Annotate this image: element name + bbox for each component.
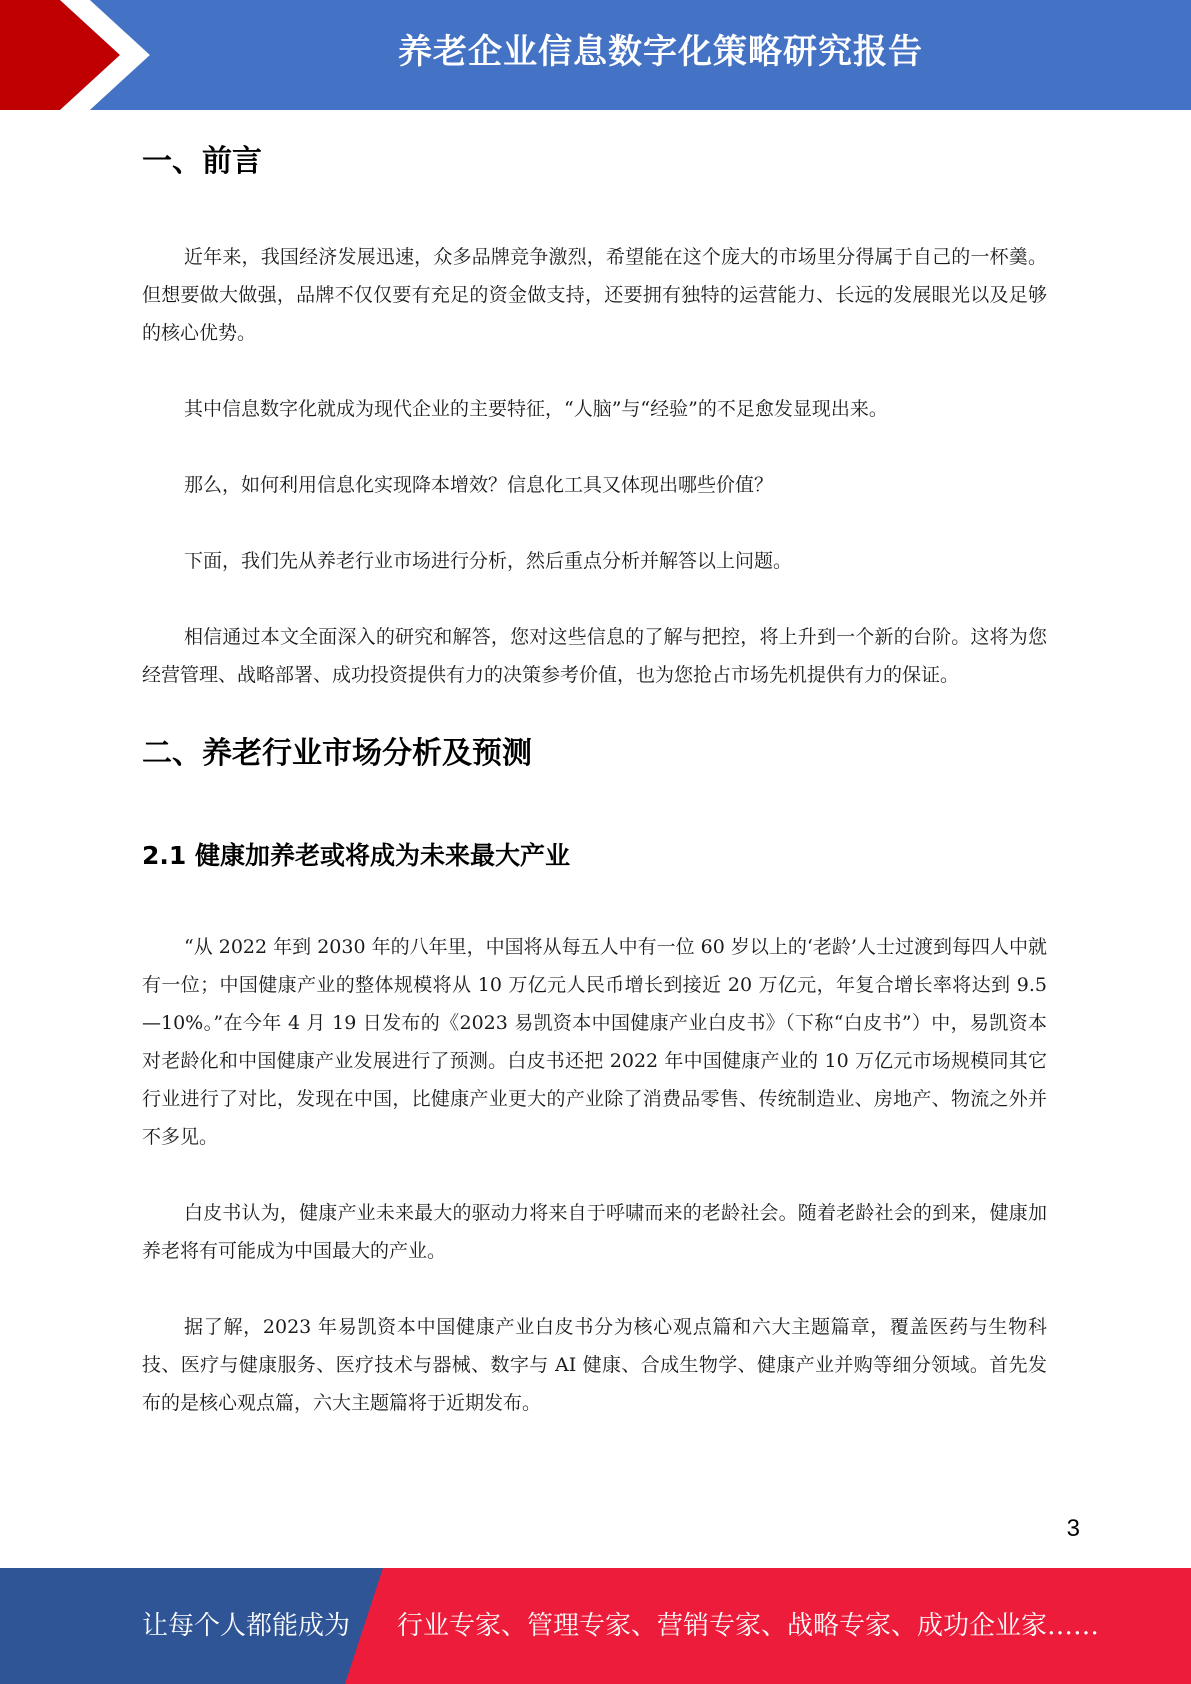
- paragraph: 下面，我们先从养老行业市场进行分析，然后重点分析并解答以上问题。: [184, 550, 793, 572]
- page-content: [142, 138, 1047, 1422]
- paragraph: 近年来，我国经济发展迅速，众多品牌竞争激烈，希望能在这个庞大的市场里分得属于自己的一杯羹。但想要做大做强，品牌不仅仅要有充足的资金做支持，还要拥有独特的运营能力、长远的发展眼光以及足够的核心优势。: [142, 246, 1047, 344]
- paragraph: “从 2022 年到 2030 年的八年里，中国将从每五人中有一位 60 岁以上的‘老龄’人士过渡到每四人中就有一位；中国健康产业的整体规模将从 10 万亿元人民币增长到接近 20 万亿元，年复合增长率将达到 9.5—10%。”在今年 4 月 19 日发布的《2023 易凯资本中国健康产业白皮书》（下称“白皮书”）中，易凯资本对老龄化和中国健康产业发展进行了预测。白皮书还把 2022 年中国健康产业的 10 万亿元市场规模同其它行业进行了对比，发现在中国，比健康产业更大的产业除了消费品零售、传统制造业、房地产、物流之外并不多见。: [142, 936, 1047, 1148]
- page-number: 3: [1066, 1515, 1080, 1542]
- paragraph: 白皮书认为，健康产业未来最大的驱动力将来自于呼啸而来的老龄社会。随着老龄社会的到来，健康加养老将有可能成为中国最大的产业。: [142, 1202, 1047, 1262]
- section-heading-market-analysis: 二、养老行业市场分析及预测: [142, 736, 532, 771]
- paragraph: 据了解，2023 年易凯资本中国健康产业白皮书分为核心观点篇和六大主题篇章，覆盖医药与生物科技、医疗与健康服务、医疗技术与器械、数字与 AI 健康、合成生物学、健康产业并购等细分领域。首先发布的是核心观点篇，六大主题篇将于近期发布。: [142, 1316, 1047, 1414]
- section-heading-preface: 一、前言: [142, 144, 262, 179]
- report-title: 养老企业信息数字化策略研究报告: [398, 32, 923, 72]
- subsection-heading-2-1: 2.1 健康加养老或将成为未来最大产业: [142, 841, 570, 870]
- footer-slogan-right: 行业专家、管理专家、营销专家、战略专家、成功企业家……: [397, 1611, 1100, 1641]
- page-header: [0, 0, 1191, 110]
- paragraph: 其中信息数字化就成为现代企业的主要特征，“人脑”与“经验”的不足愈发显现出来。: [184, 398, 888, 420]
- footer-slogan-left: 让每个人都能成为: [142, 1611, 351, 1641]
- paragraph: 相信通过本文全面深入的研究和解答，您对这些信息的了解与把控，将上升到一个新的台阶。这将为您经营管理、战略部署、成功投资提供有力的决策参考价值，也为您抢占市场先机提供有力的保证。: [142, 626, 1047, 686]
- paragraph: 那么，如何利用信息化实现降本增效？信息化工具又体现出哪些价值？: [184, 474, 774, 496]
- page-footer: [0, 1568, 1191, 1684]
